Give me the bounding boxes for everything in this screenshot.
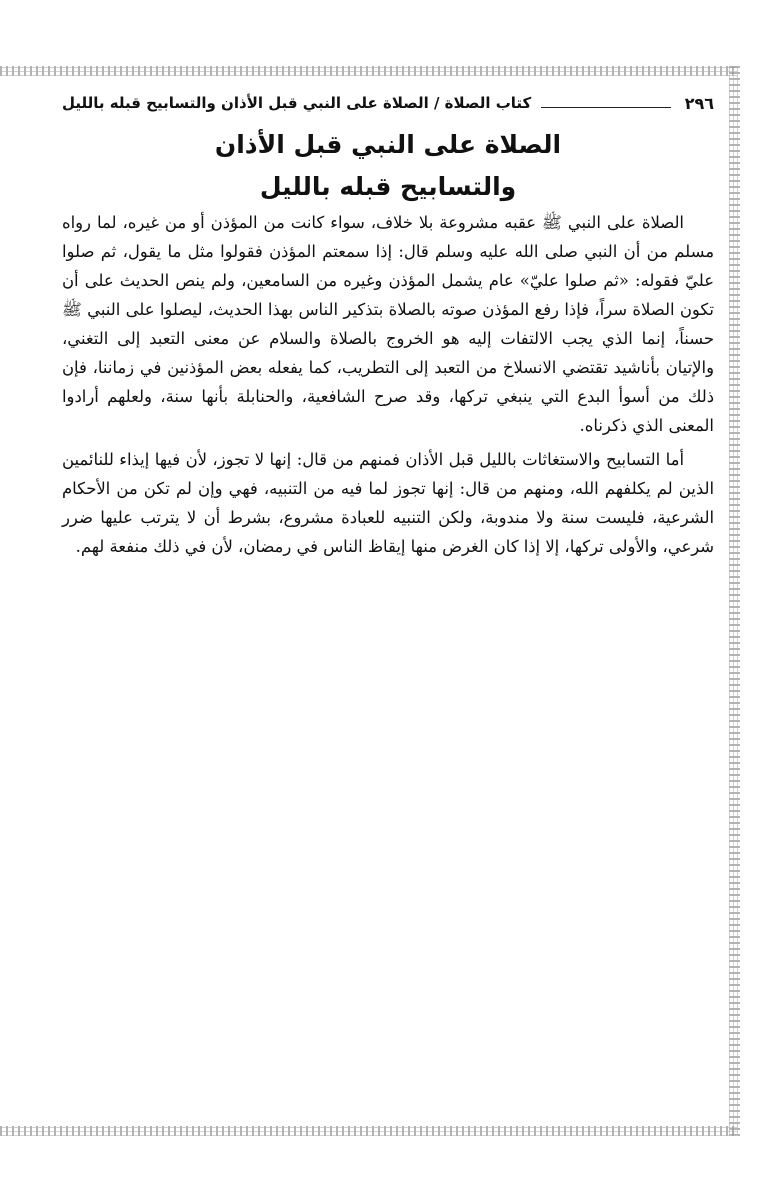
paragraph: أما التسابيح والاستغاثات بالليل قبل الأذان فمنهم من قال: إنها لا تجوز، لأن فيها إيذاء للنائمين الذين لم يكلفهم الله، ومنهم من قال: إنها تجوز لما فيه من التنبيه، فهي وإن لم تكن من الأحكام الشرعية، فليست سنة ولا مندوبة، ولكن التنبيه للعبادة مشروع، بشرط أن لا يترتب عليها ضرر شرعي، والأولى تركها، إلا إذا كان الغرض منها إيقاظ الناس في رمضان، لأن في ذلك منفعة لهم. [62, 450, 714, 556]
page-border-top [0, 66, 738, 76]
page-number: ٢٩٦ [684, 93, 714, 113]
page-border-bottom [0, 1126, 738, 1136]
chapter-title-line-2: والتسابيح قبله بالليل [259, 172, 517, 201]
page-border-right [729, 66, 740, 1136]
body-text [62, 208, 714, 561]
header-rule [541, 107, 670, 108]
chapter-title [62, 124, 714, 208]
running-header [62, 91, 714, 115]
chapter-title-line-1: الصلاة على النبي قبل الأذان [214, 130, 562, 159]
running-title: كتاب الصلاة / الصلاة على النبي قبل الأذان والتسابيح قبله بالليل [62, 94, 532, 112]
paragraph: الصلاة على النبي ﷺ عقبه مشروعة بلا خلاف، سواء كانت من المؤذن أو من غيره، لما رواه مسلم من أن النبي صلى الله عليه وسلم قال: إذا سمعتم المؤذن فقولوا مثل ما يقول، ثم صلوا عليّ فقوله: «ثم صلوا عليّ» عام يشمل المؤذن وغيره من السامعين، ولم ينص الحديث على أن تكون الصلاة سراً، فإذا رفع المؤذن صوته بالصلاة بتذكير الناس بهذا الحديث، ليصلوا على النبي ﷺ حسناً، إنما الذي يجب الالتفات إليه هو الخروج بالصلاة والسلام عن معنى التعبد إلى التغني، والإتيان بأناشيد تقتضي الانسلاخ من التعبد إلى التطريب، كما يفعله بعض المؤذنين في زماننا، فإن ذلك من أسوأ البدع التي ينبغي تركها، وقد صرح الشافعية، والحنابلة بأنها سنة، ولعلهم أرادوا المعنى الذي ذكرناه. [62, 213, 714, 435]
